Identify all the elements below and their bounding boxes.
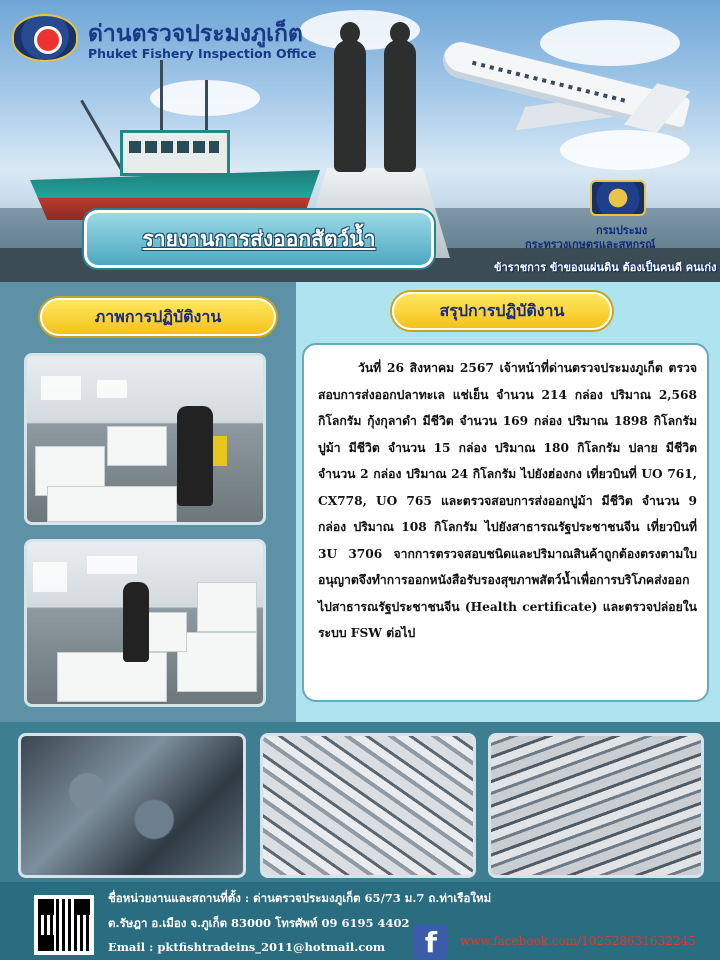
fish-photo-2 [488, 733, 704, 878]
report-title-box [84, 210, 434, 268]
cloud [540, 20, 680, 66]
summary-heading: สรุปการปฏิบัติงาน [392, 292, 612, 330]
inspection-photo-2 [24, 539, 266, 707]
office-name-th: ด่านตรวจประมงภูเก็ต [88, 21, 303, 47]
shrimp-photo [18, 733, 246, 878]
department-seal-icon [590, 180, 646, 216]
ministry-name: กระทรวงเกษตรและสหกรณ์ [525, 238, 656, 251]
summary-box [302, 343, 709, 702]
department-name: กรมประมง [596, 224, 648, 237]
office-name-en: Phuket Fishery Inspection Office [88, 46, 317, 61]
footer-address-2: ต.รัษฎา อ.เมือง จ.ภูเก็ต 83000 โทรศัพท์ 09 6195 4402 [108, 916, 410, 930]
heroines-statue [334, 40, 366, 172]
facebook-link[interactable]: www.facebook.com/102528631632245 [460, 934, 696, 948]
summary-text: วันที่ 26 สิงหาคม 2567 เจ้าหน้าที่ด่านตรวจประมงภูเก็ต ตรวจสอบการส่งออกปลาทะเล แช่เย็น จำนวน 214 กล่อง ปริมาณ 2,568 กิโลกรัม กุ้งกุลาดำ มีชีวิต จำนวน 169 กล่อง ปริมาณ 1898 กิโลกรัม ปูม้า มีชีวิต จำนวน 15 กล่อง ปริมาณ 180 กิโลกรัม ปลาย มีชีวิต จำนวน 2 กล่อง ปริมาณ 24 กิโลกรัม ไปยังฮ่องกง เที่ยวบินที่ UO 761, CX778, UO 765 และตรวจสอบการส่งออกปูม้า มีชีวิต จำนวน 9 กล่อง ปริมาณ 108 กิโลกรัม ไปยังสาธารณรัฐประชาชนจีน เที่ยวบินที่ 3U 3706 จากการตรวจสอบชนิดและปริมาณสินค้าถูกต้องตรงตามใบอนุญาตจึงทำการออกหนังสือรับรองสุขภาพสัตว์น้ำเพื่อการบริโภคส่งออกไปสาธารณรัฐประชาชนจีน (Health certificate) และตรวจปล่อยในระบบ FSW ต่อไป [318, 361, 697, 640]
photos-heading: ภาพการปฏิบัติงาน [40, 298, 276, 336]
report-title: รายงานการส่งออกสัตว์น้ำ [142, 226, 376, 251]
heroines-statue [384, 40, 416, 172]
header-banner [0, 0, 720, 282]
qr-code-icon[interactable] [34, 895, 94, 955]
footer-address-1: ชื่อหน่วยงานและสถานที่ตั้ง : ด่านตรวจประมงภูเก็ต 65/73 ม.7 ถ.ท่าเรือใหม่ [108, 891, 492, 905]
fishery-inspection-logo-icon [12, 14, 78, 62]
cloud [560, 130, 690, 170]
boat-mast [160, 60, 163, 140]
facebook-icon[interactable]: f [414, 925, 448, 959]
inspection-photo-1 [24, 353, 266, 525]
boat-cabin [120, 130, 230, 176]
slogan: ข้าราชการ ข้าของแผ่นดิน ต้องเป็นคนดี คนเก่ง [494, 261, 717, 274]
fish-photo [260, 733, 476, 878]
boat-mast [80, 100, 123, 171]
footer-email[interactable]: Email : pktfishtradeins_2011@hotmail.com [108, 940, 386, 954]
